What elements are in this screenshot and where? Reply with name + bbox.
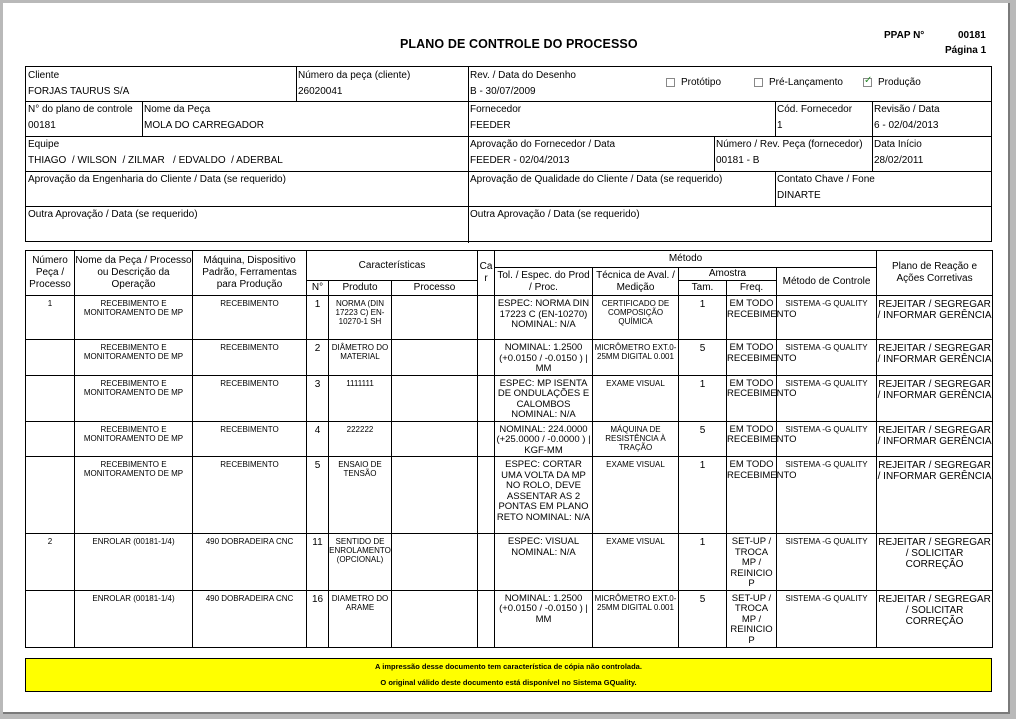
- header-amostra: Amostra: [679, 268, 777, 281]
- header-tam: Tam.: [679, 281, 727, 296]
- rev-data-desenho-value: B - 30/07/2009: [470, 86, 536, 97]
- row-n: 4: [307, 421, 329, 457]
- row-nome: RECEBIMENTO E MONITORAMENTO DE MP: [75, 340, 193, 376]
- row-maquina: RECEBIMENTO: [193, 340, 307, 376]
- row-metodo-controle: SISTEMA -G QUALITY: [777, 421, 877, 457]
- header-car: Car: [478, 251, 495, 296]
- row-freq: EM TODO RECEBIMENTO: [727, 421, 777, 457]
- numero-plano-field: [26, 101, 142, 136]
- row-tam: 1: [679, 534, 727, 591]
- row-maquina: 490 DOBRADEIRA CNC: [193, 534, 307, 591]
- header-freq: Freq.: [727, 281, 777, 296]
- aprovacao-engenharia-label: Aprovação da Engenharia do Cliente / Data (se requerido): [28, 174, 286, 185]
- row-numero: [26, 375, 75, 421]
- row-freq: SET-UP / TROCA MP / REINICIO P: [727, 534, 777, 591]
- outra-aprovacao-1-label: Outra Aprovação / Data (se requerido): [28, 209, 198, 220]
- row-plano-reacao: REJEITAR / SEGREGAR / INFORMAR GERÊNCIA: [877, 340, 993, 376]
- header-metodo-controle: Método de Controle: [777, 268, 877, 296]
- header-nome: Nome da Peça / Processo ou Descrição da Operação: [75, 251, 193, 296]
- numero-rev-peca-fornecedor-label: Número / Rev. Peça (fornecedor): [716, 139, 863, 150]
- ppap-label: PPAP N°: [884, 30, 925, 41]
- pre-lancamento-label: Pré-Lançamento: [769, 77, 843, 88]
- contato-chave-value: DINARTE: [777, 190, 821, 201]
- row-processo: [392, 375, 478, 421]
- header-info-grid: [25, 66, 992, 242]
- aprovacao-fornecedor-label: Aprovação do Fornecedor / Data: [470, 139, 616, 150]
- equipe-field: [26, 136, 468, 171]
- header-metodo: Método: [495, 251, 877, 268]
- table-row: [26, 457, 993, 534]
- numero-peca-cliente-value: 26020041: [298, 86, 343, 97]
- row-tam: 1: [679, 375, 727, 421]
- revisao-data-field: [872, 101, 991, 136]
- pre-lancamento-checkbox[interactable]: [754, 78, 763, 87]
- cliente-field: [26, 67, 296, 101]
- row-plano-reacao: REJEITAR / SEGREGAR / SOLICITAR CORREÇÃO: [877, 534, 993, 591]
- numero-rev-peca-fornecedor-value: 00181 - B: [716, 155, 760, 166]
- row-plano-reacao: REJEITAR / SEGREGAR / INFORMAR GERÊNCIA: [877, 375, 993, 421]
- table-row: [26, 340, 993, 376]
- table-row: [26, 421, 993, 457]
- fornecedor-value: FEEDER: [470, 120, 511, 131]
- row-processo: [392, 534, 478, 591]
- row-processo: [392, 296, 478, 340]
- outra-aprovacao-1-field: [26, 206, 468, 243]
- row-tol: NOMINAL: 1.2500 (+0.0150 / -0.0150 ) | MM: [495, 340, 593, 376]
- row-car: [478, 296, 495, 340]
- row-tam: 5: [679, 421, 727, 457]
- numero-peca-cliente-label: Número da peça (cliente): [298, 70, 411, 81]
- row-processo: [392, 421, 478, 457]
- row-produto: DIÂMETRO DO MATERIAL: [329, 340, 392, 376]
- row-numero: 2: [26, 534, 75, 591]
- notice-line-2: O original válido deste documento está disponível no Sistema GQuality.: [380, 678, 637, 687]
- cliente-label: Cliente: [28, 70, 60, 81]
- nome-peca-label: Nome da Peça: [144, 104, 211, 115]
- revisao-data-label: Revisão / Data: [874, 104, 940, 115]
- header-numero: Número Peça / Processo: [26, 251, 75, 296]
- phase-prototipo[interactable]: [666, 77, 721, 88]
- row-freq: EM TODO RECEBIMENTO: [727, 340, 777, 376]
- aprovacao-fornecedor-value: FEEDER - 02/04/2013: [470, 155, 570, 166]
- row-nome: RECEBIMENTO E MONITORAMENTO DE MP: [75, 457, 193, 534]
- nome-peca-field: [142, 101, 468, 136]
- aprovacao-qualidade-label: Aprovação de Qualidade do Cliente / Data (se requerido): [470, 174, 723, 185]
- row-maquina: RECEBIMENTO: [193, 421, 307, 457]
- row-tol: NOMINAL: 1.2500 (+0.0150 / -0.0150 ) | MM: [495, 590, 593, 647]
- page-number: Página 1: [945, 45, 987, 56]
- row-nome: ENROLAR (00181-1/4): [75, 590, 193, 647]
- row-processo: [392, 457, 478, 534]
- data-inicio-value: 28/02/2011: [874, 155, 924, 166]
- table-row: [26, 534, 993, 591]
- prototipo-checkbox[interactable]: [666, 78, 675, 87]
- equipe-label: Equipe: [28, 139, 60, 150]
- row-plano-reacao: REJEITAR / SEGREGAR / INFORMAR GERÊNCIA: [877, 421, 993, 457]
- row-produto: 222222: [329, 421, 392, 457]
- row-processo: [392, 340, 478, 376]
- row-plano-reacao: REJEITAR / SEGREGAR / INFORMAR GERÊNCIA: [877, 457, 993, 534]
- row-metodo-controle: SISTEMA -G QUALITY: [777, 340, 877, 376]
- row-nome: RECEBIMENTO E MONITORAMENTO DE MP: [75, 421, 193, 457]
- row-tam: 5: [679, 590, 727, 647]
- row-nome: ENROLAR (00181-1/4): [75, 534, 193, 591]
- outra-aprovacao-2-label: Outra Aprovação / Data (se requerido): [470, 209, 640, 220]
- row-n: 1: [307, 296, 329, 340]
- row-numero: [26, 340, 75, 376]
- fornecedor-label: Fornecedor: [470, 104, 522, 115]
- table-header-row: [26, 251, 993, 268]
- row-produto: DIAMETRO DO ARAME: [329, 590, 392, 647]
- row-n: 16: [307, 590, 329, 647]
- row-metodo-controle: SISTEMA -G QUALITY: [777, 457, 877, 534]
- row-tol: ESPEC: MP ISENTA DE ONDULAÇÕES E CALOMBOS NOMINAL: N/A: [495, 375, 593, 421]
- row-n: 5: [307, 457, 329, 534]
- row-n: 11: [307, 534, 329, 591]
- row-tecnica: EXAME VISUAL: [593, 534, 679, 591]
- row-plano-reacao: REJEITAR / SEGREGAR / SOLICITAR CORREÇÃO: [877, 590, 993, 647]
- row-maquina: RECEBIMENTO: [193, 457, 307, 534]
- header-produto: Produto: [329, 281, 392, 296]
- notice-line-1: A impressão desse documento tem característica de cópia não controlada.: [375, 662, 642, 671]
- equipe-value: THIAGO / WILSON / ZILMAR / EDVALDO / ADERBAL: [28, 155, 283, 166]
- table-row: [26, 296, 993, 340]
- fornecedor-field: [468, 101, 775, 136]
- row-tol: ESPEC: NORMA DIN 17223 C (EN-10270) NOMINAL: N/A: [495, 296, 593, 340]
- row-car: [478, 534, 495, 591]
- cod-fornecedor-value: 1: [777, 120, 783, 131]
- row-car: [478, 340, 495, 376]
- row-produto: 1111111: [329, 375, 392, 421]
- header-caracteristicas: Características: [307, 251, 478, 281]
- numero-rev-peca-fornecedor-field: [714, 136, 872, 171]
- table-row: [26, 375, 993, 421]
- row-tecnica: MICRÔMETRO EXT.0-25MM DIGITAL 0.001: [593, 340, 679, 376]
- row-numero: [26, 457, 75, 534]
- numero-peca-cliente-field: [296, 67, 468, 101]
- row-tam: 5: [679, 340, 727, 376]
- cod-fornecedor-field: [775, 101, 872, 136]
- row-tol: NOMINAL: 224.0000 (+25.0000 / -0.0000 ) | KGF-MM: [495, 421, 593, 457]
- row-maquina: RECEBIMENTO: [193, 375, 307, 421]
- aprovacao-engenharia-field: [26, 171, 468, 206]
- row-produto: SENTIDO DE ENROLAMENTO (OPCIONAL): [329, 534, 392, 591]
- prototipo-label: Protótipo: [681, 77, 722, 88]
- nome-peca-value: MOLA DO CARREGADOR: [144, 120, 265, 131]
- row-metodo-controle: SISTEMA -G QUALITY: [777, 534, 877, 591]
- header-n: N°: [307, 281, 329, 296]
- row-tol: ESPEC: CORTAR UMA VOLTA DA MP NO ROLO, DEVE ASSENTAR AS 2 PONTAS EM PLANO RETO NOMINAL: N/A: [495, 457, 593, 534]
- header-plano-reacao: Plano de Reação e Ações Corretivas: [877, 251, 993, 296]
- cliente-value: FORJAS TAURUS S/A: [28, 86, 130, 97]
- contato-chave-field: [775, 171, 991, 206]
- revisao-data-value: 6 - 02/04/2013: [874, 120, 939, 131]
- numero-plano-value: 00181: [28, 120, 56, 131]
- row-numero: [26, 421, 75, 457]
- row-freq: EM TODO RECEBIMENTO: [727, 296, 777, 340]
- contato-chave-label: Contato Chave / Fone: [777, 174, 875, 185]
- row-numero: 1: [26, 296, 75, 340]
- rev-data-desenho-label: Rev. / Data do Desenho: [470, 70, 576, 81]
- table-row: [26, 590, 993, 647]
- row-metodo-controle: SISTEMA -G QUALITY: [777, 375, 877, 421]
- numero-plano-label: N° do plano de controle: [28, 104, 133, 115]
- row-tecnica: EXAME VISUAL: [593, 457, 679, 534]
- aprovacao-fornecedor-field: [468, 136, 714, 171]
- row-freq: EM TODO RECEBIMENTO: [727, 375, 777, 421]
- row-tecnica: MÁQUINA DE RESISTÊNCIA À TRAÇÃO: [593, 421, 679, 457]
- row-tecnica: MICRÔMETRO EXT.0-25MM DIGITAL 0.001: [593, 590, 679, 647]
- producao-label: Produção: [878, 77, 921, 88]
- data-inicio-field: [872, 136, 991, 171]
- row-tam: 1: [679, 457, 727, 534]
- producao-checkbox[interactable]: [863, 78, 872, 87]
- phase-pre-lancamento[interactable]: [754, 77, 843, 88]
- aprovacao-qualidade-field: [468, 171, 775, 206]
- row-tecnica: EXAME VISUAL: [593, 375, 679, 421]
- rev-data-desenho-field: [468, 67, 668, 101]
- row-car: [478, 421, 495, 457]
- row-maquina: 490 DOBRADEIRA CNC: [193, 590, 307, 647]
- row-freq: EM TODO RECEBIMENTO: [727, 457, 777, 534]
- cod-fornecedor-label: Cód. Fornecedor: [777, 104, 853, 115]
- ppap-number: 00181: [958, 30, 986, 41]
- row-tam: 1: [679, 296, 727, 340]
- phase-producao[interactable]: [863, 77, 921, 88]
- row-freq: SET-UP / TROCA MP / REINICIO P: [727, 590, 777, 647]
- row-n: 3: [307, 375, 329, 421]
- header-maquina: Máquina, Dispositivo Padrão, Ferramentas para Produção: [193, 251, 307, 296]
- row-car: [478, 375, 495, 421]
- header-tecnica: Técnica de Aval. / Medição: [593, 268, 679, 296]
- row-produto: ENSAIO DE TENSÃO: [329, 457, 392, 534]
- row-metodo-controle: SISTEMA -G QUALITY: [777, 296, 877, 340]
- row-processo: [392, 590, 478, 647]
- header-tol: Tol. / Espec. do Prod / Proc.: [495, 268, 593, 296]
- row-tecnica: CERTIFICADO DE COMPOSIÇÃO QUÍMICA: [593, 296, 679, 340]
- row-produto: NORMA (DIN 17223 C) EN-10270-1 SH: [329, 296, 392, 340]
- row-car: [478, 457, 495, 534]
- row-metodo-controle: SISTEMA -G QUALITY: [777, 590, 877, 647]
- row-tol: ESPEC: VISUAL NOMINAL: N/A: [495, 534, 593, 591]
- uncontrolled-copy-notice: [25, 658, 992, 692]
- data-inicio-label: Data Início: [874, 139, 922, 150]
- control-plan-table: [25, 250, 993, 648]
- header-processo: Processo: [392, 281, 478, 296]
- row-nome: RECEBIMENTO E MONITORAMENTO DE MP: [75, 296, 193, 340]
- row-plano-reacao: REJEITAR / SEGREGAR / INFORMAR GERÊNCIA: [877, 296, 993, 340]
- row-numero: [26, 590, 75, 647]
- document-title: PLANO DE CONTROLE DO PROCESSO: [400, 37, 638, 51]
- row-nome: RECEBIMENTO E MONITORAMENTO DE MP: [75, 375, 193, 421]
- row-n: 2: [307, 340, 329, 376]
- row-maquina: RECEBIMENTO: [193, 296, 307, 340]
- row-car: [478, 590, 495, 647]
- outra-aprovacao-2-field: [468, 206, 991, 243]
